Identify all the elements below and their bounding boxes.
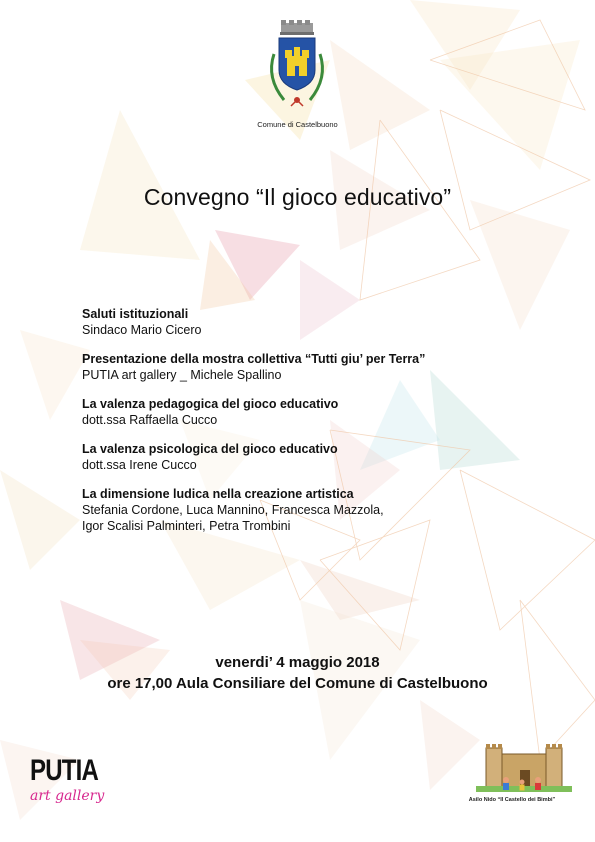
program-item-title: La valenza psicologica del gioco educativo	[82, 442, 338, 456]
program-item	[82, 306, 522, 338]
putia-logo-wordmark: PUTIA	[30, 754, 98, 787]
program-item-speaker: Sindaco Mario Cicero	[82, 323, 202, 337]
castelbuono-coat-of-arms-logo	[262, 18, 332, 118]
event-date: venerdi’ 4 maggio 2018	[215, 654, 380, 671]
program-item	[82, 396, 522, 428]
program-item	[82, 351, 522, 383]
municipality-label: Comune di Castelbuono	[257, 120, 338, 129]
program-item-title: La valenza pedagogica del gioco educativo	[82, 397, 339, 411]
program-item	[82, 441, 522, 473]
putia-logo-subtitle: art gallery	[30, 788, 105, 804]
putia-art-gallery-logo	[30, 756, 130, 804]
asilo-nido-caption: Asilo Nido “Il Castello dei Bimbi”	[468, 797, 556, 803]
program-item-title: Presentazione della mostra collettiva “Tutti giu’ per Terra”	[82, 352, 426, 366]
program-item	[82, 486, 522, 534]
program-item-speaker: Stefania Cordone, Luca Mannino, Francesca Mazzola,	[82, 503, 384, 517]
program-item-speaker: dott.ssa Irene Cucco	[82, 458, 197, 472]
program-item-title: Saluti istituzionali	[82, 307, 189, 321]
program-item-speaker: PUTIA art gallery _ Michele Spallino	[82, 368, 282, 382]
page-title: Convegno “Il gioco educativo”	[143, 184, 452, 210]
program-list	[82, 306, 522, 547]
program-item-speaker-continued: Igor Scalisi Palminteri, Petra Trombini	[82, 519, 291, 533]
program-item-speaker: dott.ssa Raffaella Cucco	[82, 413, 218, 427]
event-time-place: ore 17,00 Aula Consiliare del Comune di Castelbuono	[107, 675, 488, 692]
program-item-title: La dimensione ludica nella creazione artistica	[82, 487, 354, 501]
